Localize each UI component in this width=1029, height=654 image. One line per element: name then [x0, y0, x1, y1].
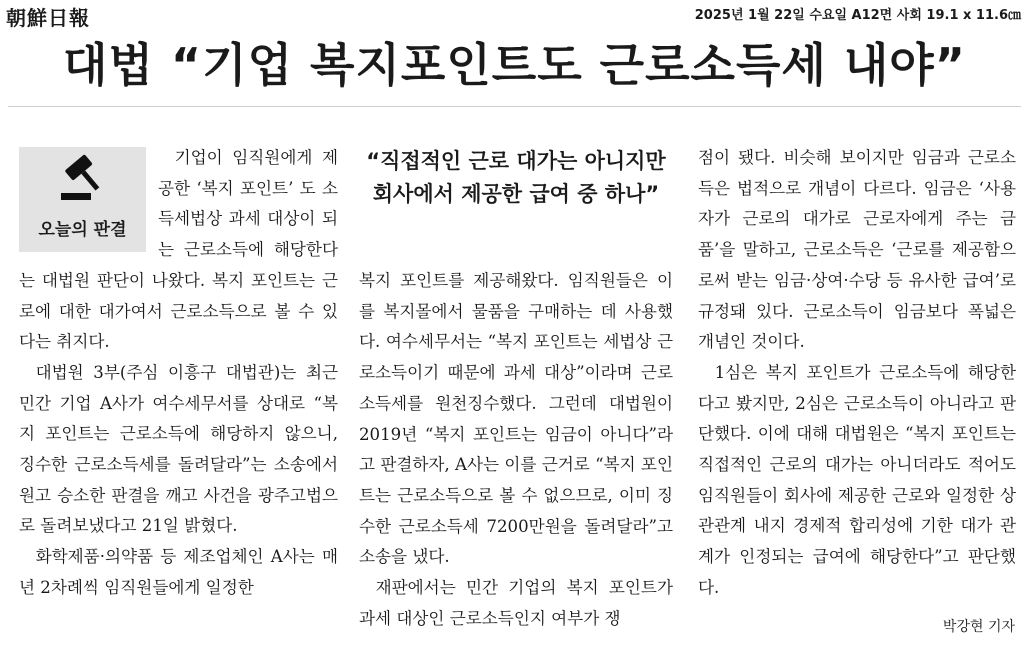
newspaper-logo: 朝鮮日報 — [6, 6, 90, 30]
badge-label: 오늘의 판결 — [38, 220, 127, 240]
byline: 박강현 기자 — [942, 619, 1015, 635]
divider — [8, 106, 1021, 107]
article-paragraph: 1심은 복지 포인트가 근로소득에 해당한다고 봤지만, 2심은 근로소득이 아니라고 판단했다. 이에 대해 대법원은 “복지 포인트는 직접적인 근로의 대가는 아니더라도 적어도 임직원들이 회사에 제공한 근로와 일정한 상관관계 내지 경제적 합리성에 기한 대가 관계가 인정되는 급여에 해당한다”고 판단했다. — [698, 362, 1016, 597]
todays-ruling-badge — [19, 147, 146, 252]
article-paragraph: 기업이 임직원에게 제공한 ‘복지 포인트’ 도 소득세법상 과세 대상이 되는 근로소득에 해당한다는 대법원 판단이 나왔다. 복지 포인트는 근로에 대한 대가여서 근로소득으로 볼 수 있다는 취지다. — [19, 148, 338, 352]
article-paragraph: 대법원 3부(주심 이흥구 대법관)는 최근 민간 기업 A사가 여수세무서를 상대로 “복지 포인트는 근로소득에 해당하지 않으니, 징수한 근로소득세를 돌려달라”는 소송에서 원고 승소한 판결을 깨고 사건을 광주고법으로 돌려보냈다고 21일 밝혔다. — [19, 362, 338, 536]
article-paragraph: 화학제품·의약품 등 제조업체인 A사는 매년 2차례씩 임직원들에게 일정한 — [19, 547, 338, 597]
subheadline-line: 회사에서 제공한 급여 중 하나” — [372, 182, 660, 206]
column-1 — [19, 143, 338, 604]
column-3 — [698, 143, 1016, 604]
article-paragraph: 복지 포인트를 제공해왔다. 임직원들은 이를 복지몰에서 물품을 구매하는 데 사용했다. 여수세무서는 “복지 포인트는 세법상 근로소득이기 때문에 과세 대상”이라며 근로소득세를 원천징수했다. 그런데 대법원이 2019년 “복지 포인트는 임금이 아니다”라고 판결하자, A사는 이를 근거로 “복지 포인트는 근로소득으로 볼 수 없으므로, 이미 징수한 근로소득세 7200만원을 돌려달라”고 소송을 냈다. — [359, 271, 673, 567]
subheadline-line: “직접적인 근로 대가는 아니지만 — [366, 149, 666, 173]
column-2 — [359, 266, 673, 634]
headline: 대법 “기업 복지포인트도 근로소득세 내야” — [63, 38, 966, 92]
subheadline — [359, 145, 673, 211]
article-paragraph: 재판에서는 민간 기업의 복지 포인트가 과세 대상인 근로소득인지 여부가 쟁 — [359, 578, 673, 628]
article-paragraph: 점이 됐다. 비슷해 보이지만 임금과 근로소득은 법적으로 개념이 다르다. 임금은 ‘사용자가 근로의 대가로 근로자에게 주는 금품’을 말하고, 근로소득은 ‘근로를 제공함으로써 받는 임금·상여·수당 등 유사한 급여’로 규정돼 있다. 근로소득이 임금보다 폭넓은 개념인 것이다. — [698, 148, 1016, 352]
publication-info: 2025년 1월 22일 수요일 A12면 사회 19.1 x 11.6㎝ — [694, 8, 1021, 23]
gavel-icon — [59, 153, 107, 203]
